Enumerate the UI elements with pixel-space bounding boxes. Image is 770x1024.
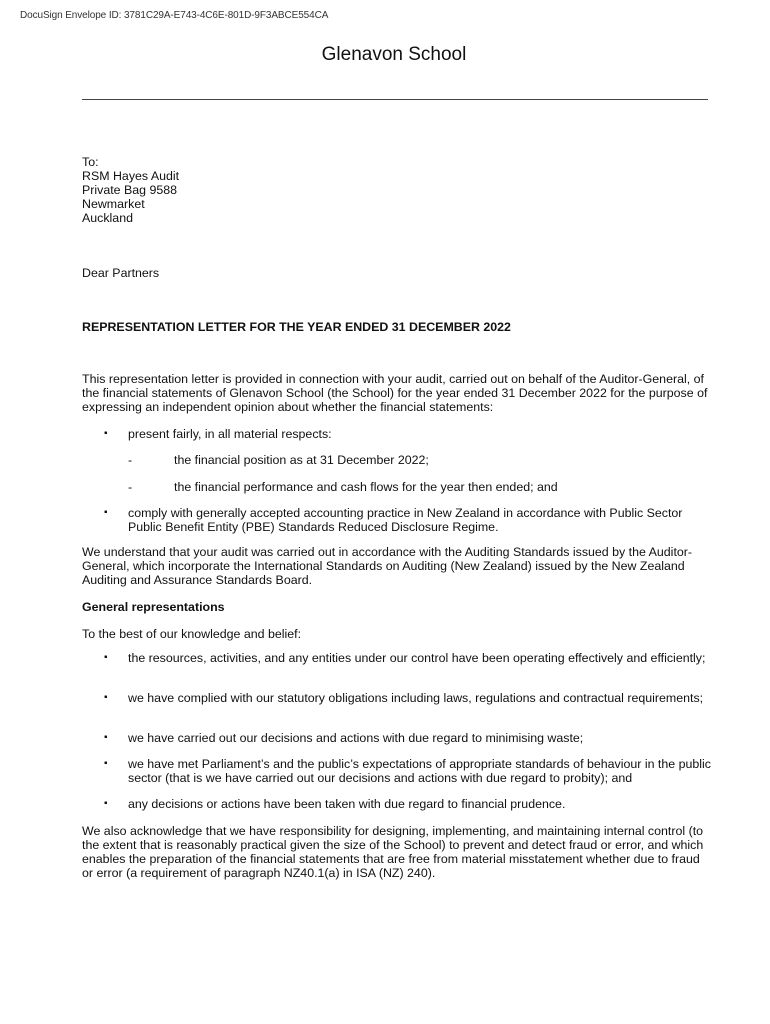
acknowledgement-paragraph: We also acknowledge that we have responsibility for designing, implementing, and maintaining internal control (to the extent that is reasonably practical given the size of the School) to prevent and detect fraud or error, and which enables the preparation of the financial statements that are free from material misstatement whether due to fraud or error (a requirement of paragraph NZ40.1(a) in ISA (NZ) 240). [82,824,704,880]
salutation: Dear Partners [82,266,160,280]
docusign-envelope-id: DocuSign Envelope ID: 3781C29A-E743-4C6E-801D-9F3ABCE554CA [20,10,329,21]
bullet-icon: ▪ [104,652,108,663]
address-line: Private Bag 9588 [82,183,178,197]
statement-subitem: the financial position as at 31 December 2022; [174,453,429,467]
representation-item: we have carried out our decisions and actions with due regard to minimising waste; [128,731,584,745]
representation-item: the resources, activities, and any entities under our control have been operating effectively and efficiently; [128,651,706,665]
bullet-icon: ▪ [104,798,108,809]
bullet-icon: ▪ [104,507,108,518]
representation-item: we have met Parliament’s and the public’s expectations of appropriate standards of behaviour in the public sector (that is we have carried out our decisions and actions with due regard to probity); and [128,757,711,785]
header-divider [82,99,708,100]
bullet-icon: ▪ [104,732,108,743]
standards-paragraph: We understand that your audit was carried out in accordance with the Auditing Standards issued by the Auditor-General, which incorporate the International Standards on Auditing (New Zealand) issued by the New Zealand Auditing and Assurance Standards Board. [82,545,693,587]
bullet-icon: ▪ [104,758,108,769]
address-line: RSM Hayes Audit [82,169,180,183]
bullet-icon: ▪ [104,428,108,439]
address-line: To: [82,155,99,169]
school-name-header: Glenavon School [321,44,467,65]
statement-item: present fairly, in all material respects: [128,427,332,441]
representation-item: any decisions or actions have been taken with due regard to financial prudence. [128,797,566,811]
dash-icon: - [128,453,133,467]
statement-item: comply with generally accepted accounting practice in New Zealand in accordance with Public Sector Public Benefit Entity (PBE) Standards Reduced Disclosure Regime. [128,506,683,534]
representation-item: we have complied with our statutory obligations including laws, regulations and contractual requirements; [128,691,704,705]
section-intro: To the best of our knowledge and belief: [82,627,302,641]
recipient-address [82,155,712,225]
address-line: Newmarket [82,197,145,211]
letter-title: REPRESENTATION LETTER FOR THE YEAR ENDED 31 DECEMBER 2022 [82,320,511,334]
statement-subitem: the financial performance and cash flows for the year then ended; and [174,480,558,494]
section-heading: General representations [82,600,225,614]
bullet-icon: ▪ [104,692,108,703]
dash-icon: - [128,480,133,494]
address-line: Auckland [82,211,133,225]
intro-paragraph: This representation letter is provided in connection with your audit, carried out on behalf of the Auditor-General, of the financial statements of Glenavon School (the School) for the year ended 31 December 2022 for the purpose of expressing an independent opinion about whether the financial statements: [82,372,708,414]
